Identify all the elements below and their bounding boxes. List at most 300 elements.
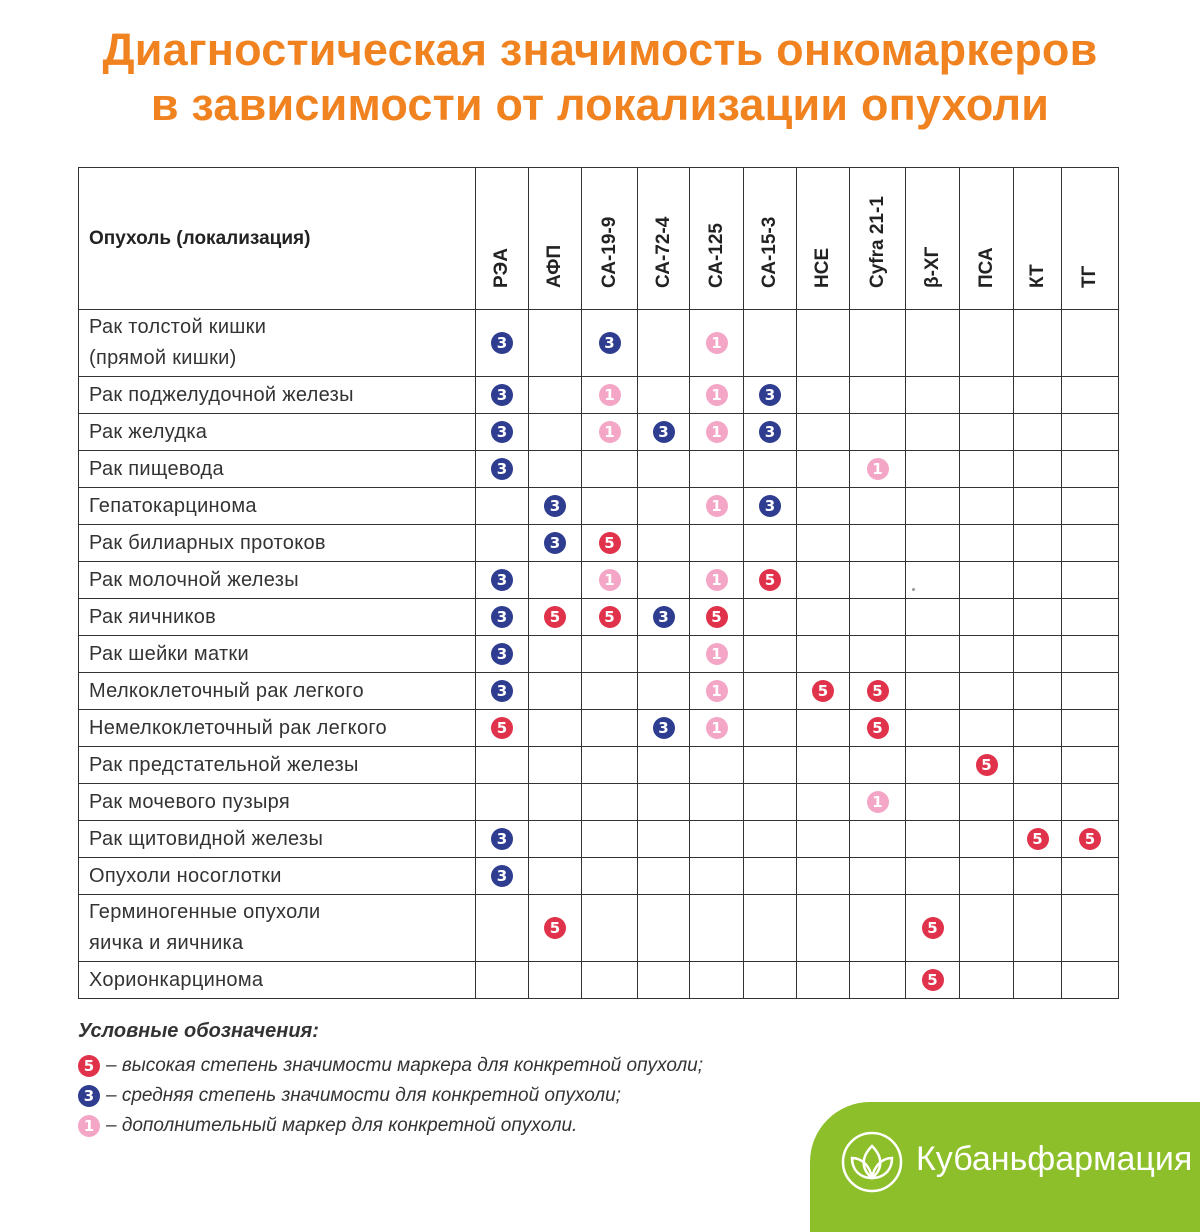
significance-badge: 5: [976, 754, 998, 776]
marker-cell: [906, 451, 960, 488]
marker-cell: [582, 747, 638, 784]
marker-cell: [744, 310, 797, 377]
marker-cell: [690, 310, 744, 377]
significance-badge: 3: [491, 421, 513, 443]
marker-cell: [638, 747, 690, 784]
table-row: [79, 451, 1119, 488]
marker-cell: [960, 895, 1014, 962]
marker-cell: [529, 858, 582, 895]
marker-cell: [744, 821, 797, 858]
significance-badge: 5: [1027, 828, 1049, 850]
marker-cell: [744, 673, 797, 710]
marker-cell: [582, 562, 638, 599]
marker-cell: [690, 747, 744, 784]
marker-cell: [582, 636, 638, 673]
tumor-name: [79, 310, 476, 377]
table-row: [79, 962, 1119, 999]
significance-badge: 5: [599, 606, 621, 628]
header-marker: [529, 168, 582, 310]
marker-cell: [582, 599, 638, 636]
marker-cell: [638, 599, 690, 636]
significance-badge: 5: [706, 606, 728, 628]
marker-cell: [690, 858, 744, 895]
marker-cell: [1014, 414, 1062, 451]
marker-cell: [690, 562, 744, 599]
marker-cell: [1014, 451, 1062, 488]
table-row: [79, 377, 1119, 414]
tumor-name: [79, 488, 476, 525]
brand-name: Кубаньфармация: [916, 1140, 1193, 1178]
marker-cell: [1014, 962, 1062, 999]
marker-cell: [906, 377, 960, 414]
marker-cell: [850, 747, 906, 784]
legend-item: [78, 1111, 703, 1141]
marker-cell: [850, 710, 906, 747]
marker-cell: [1062, 821, 1119, 858]
marker-cell: [1014, 710, 1062, 747]
legend-text: – дополнительный маркер для конкретной опухоли.: [106, 1115, 578, 1136]
marker-cell: [638, 710, 690, 747]
marker-cell: [797, 673, 850, 710]
marker-cell: [960, 673, 1014, 710]
marker-cell: [744, 488, 797, 525]
marker-cell: [529, 562, 582, 599]
marker-cell: [690, 451, 744, 488]
header-marker-label: Cyfra 21-1: [866, 196, 888, 288]
marker-cell: [1014, 784, 1062, 821]
marker-cell: [797, 784, 850, 821]
marker-cell: [690, 488, 744, 525]
marker-cell: [797, 636, 850, 673]
brand-badge: [810, 1102, 1200, 1232]
marker-cell: [1062, 784, 1119, 821]
marker-cell: [850, 599, 906, 636]
marker-cell: [960, 377, 1014, 414]
marker-cell: [960, 747, 1014, 784]
table-row: [79, 858, 1119, 895]
significance-badge: 1: [706, 495, 728, 517]
table-row: [79, 710, 1119, 747]
marker-cell: [850, 310, 906, 377]
significance-badge: 3: [491, 606, 513, 628]
marker-cell: [529, 673, 582, 710]
marker-cell: [582, 962, 638, 999]
marker-cell: [797, 747, 850, 784]
marker-cell: [744, 414, 797, 451]
marker-cell: [850, 895, 906, 962]
tumor-name-line: (прямой кишки): [89, 347, 237, 369]
marker-cell: [476, 784, 529, 821]
marker-cell: [1062, 747, 1119, 784]
marker-cell: [582, 451, 638, 488]
marker-cell: [638, 962, 690, 999]
marker-cell: [1014, 858, 1062, 895]
significance-badge: 1: [706, 680, 728, 702]
marker-cell: [476, 747, 529, 784]
tumor-name-line: Рак поджелудочной железы: [89, 383, 354, 406]
significance-badge: 5: [812, 680, 834, 702]
tumor-name-line: Рак предстательной железы: [89, 753, 359, 776]
marker-cell: [476, 858, 529, 895]
tumor-name-line: Рак шейки матки: [89, 642, 249, 665]
marker-cell: [744, 636, 797, 673]
header-marker: [690, 168, 744, 310]
significance-badge: 3: [653, 606, 675, 628]
marker-cell: [1062, 414, 1119, 451]
legend-text: – средняя степень значимости для конкретной опухоли;: [106, 1085, 621, 1106]
marker-cell: [797, 414, 850, 451]
marker-cell: [906, 673, 960, 710]
marker-cell: [850, 562, 906, 599]
marker-cell: [638, 488, 690, 525]
table-row: [79, 562, 1119, 599]
tumor-name-line: Рак желудка: [89, 420, 208, 443]
marker-cell: [1014, 821, 1062, 858]
marker-cell: [797, 895, 850, 962]
marker-cell: [529, 414, 582, 451]
marker-cell: [906, 895, 960, 962]
significance-badge: 3: [491, 865, 513, 887]
significance-badge: 5: [922, 969, 944, 991]
marker-cell: [906, 310, 960, 377]
header-marker: [906, 168, 960, 310]
marker-cell: [850, 673, 906, 710]
header-marker-label: СА-19-9: [598, 216, 620, 288]
significance-badge: 5: [1079, 828, 1101, 850]
marker-cell: [690, 784, 744, 821]
marker-cell: [582, 310, 638, 377]
table-row: [79, 821, 1119, 858]
marker-cell: [960, 636, 1014, 673]
legend: [78, 1020, 703, 1141]
marker-cell: [582, 784, 638, 821]
marker-cell: [960, 488, 1014, 525]
header-marker: [850, 168, 906, 310]
marker-cell: [476, 821, 529, 858]
marker-cell: [744, 747, 797, 784]
significance-badge: 3: [759, 421, 781, 443]
table-row: [79, 747, 1119, 784]
marker-cell: [529, 710, 582, 747]
tumor-name: [79, 747, 476, 784]
marker-cell: [960, 414, 1014, 451]
significance-badge: 3: [491, 332, 513, 354]
legend-badge: 3: [78, 1085, 100, 1107]
legend-text: – высокая степень значимости маркера для конкретной опухоли;: [106, 1055, 704, 1076]
marker-cell: [476, 562, 529, 599]
marker-cell: [690, 599, 744, 636]
marker-cell: [744, 962, 797, 999]
marker-cell: [638, 414, 690, 451]
marker-cell: [476, 310, 529, 377]
marker-cell: [638, 377, 690, 414]
marker-cell: [690, 710, 744, 747]
marker-cell: [797, 821, 850, 858]
marker-cell: [906, 962, 960, 999]
tumor-name: [79, 821, 476, 858]
marker-cell: [476, 710, 529, 747]
tumor-name: [79, 562, 476, 599]
marker-cell: [582, 895, 638, 962]
legend-item: [78, 1051, 703, 1081]
marker-cell: [1062, 562, 1119, 599]
marker-cell: [1062, 962, 1119, 999]
tumor-name: [79, 962, 476, 999]
marker-cell: [582, 821, 638, 858]
marker-cell: [1062, 858, 1119, 895]
marker-cell: [797, 310, 850, 377]
marker-cell: [476, 599, 529, 636]
marker-cell: [850, 784, 906, 821]
marker-cell: [906, 710, 960, 747]
marker-cell: [960, 821, 1014, 858]
marker-cell: [638, 858, 690, 895]
marker-cell: [476, 895, 529, 962]
significance-badge: 1: [706, 332, 728, 354]
marker-cell: [1062, 488, 1119, 525]
significance-badge: 3: [653, 717, 675, 739]
legend-badge: 1: [78, 1115, 100, 1137]
marker-cell: [1014, 562, 1062, 599]
tumor-name: [79, 673, 476, 710]
header-marker-label: ПСА: [975, 247, 997, 288]
marker-cell: [1014, 747, 1062, 784]
table-row: [79, 636, 1119, 673]
marker-cell: [690, 377, 744, 414]
tumor-name-line: Рак мочевого пузыря: [89, 790, 290, 813]
significance-badge: 5: [491, 717, 513, 739]
marker-cell: [529, 377, 582, 414]
marker-cell: [744, 710, 797, 747]
marker-cell: [476, 525, 529, 562]
marker-cell: [744, 525, 797, 562]
marker-cell: [638, 821, 690, 858]
tumor-name-line: Гепатокарцинома: [89, 494, 257, 517]
marker-cell: [638, 784, 690, 821]
marker-cell: [582, 377, 638, 414]
marker-cell: [582, 525, 638, 562]
marker-cell: [638, 451, 690, 488]
marker-cell: [906, 821, 960, 858]
header-marker-label: β-ХГ: [921, 246, 943, 288]
tumor-name-line: Герминогенные опухоли: [89, 901, 321, 923]
marker-cell: [638, 310, 690, 377]
header-marker: [744, 168, 797, 310]
significance-badge: 5: [759, 569, 781, 591]
tumor-name-line: яичка и яичника: [89, 932, 244, 954]
marker-cell: [906, 599, 960, 636]
significance-badge: 5: [544, 917, 566, 939]
significance-badge: 1: [599, 569, 621, 591]
marker-cell: [638, 636, 690, 673]
marker-cell: [960, 310, 1014, 377]
table-row: [79, 784, 1119, 821]
tumor-name-line: Рак билиарных протоков: [89, 531, 326, 554]
marker-cell: [529, 784, 582, 821]
header-marker-label: КТ: [1026, 264, 1048, 288]
significance-badge: 1: [867, 458, 889, 480]
marker-cell: [1014, 377, 1062, 414]
marker-cell: [476, 377, 529, 414]
page-title-line2: в зависимости от локализации опухоли: [150, 79, 1050, 130]
marker-cell: [690, 636, 744, 673]
marker-cell: [797, 562, 850, 599]
marker-cell: [1014, 895, 1062, 962]
header-marker: [1062, 168, 1119, 310]
marker-cell: [850, 377, 906, 414]
marker-cell: [850, 636, 906, 673]
table-row: [79, 310, 1119, 377]
header-marker-label: СА-15-3: [759, 216, 780, 288]
marker-cell: [906, 747, 960, 784]
marker-cell: [638, 525, 690, 562]
significance-badge: 1: [867, 791, 889, 813]
marker-cell: [850, 821, 906, 858]
marker-cell: [476, 451, 529, 488]
marker-cell: [582, 858, 638, 895]
marker-cell: [476, 673, 529, 710]
marker-cell: [850, 488, 906, 525]
marker-cell: [960, 962, 1014, 999]
marker-cell: [850, 525, 906, 562]
marker-cell: [906, 858, 960, 895]
legend-item: [78, 1081, 703, 1111]
header-marker-label: СА-125: [705, 223, 727, 288]
marker-cell: [960, 599, 1014, 636]
header-marker-label: СА-72-4: [652, 216, 674, 288]
tumor-name: [79, 784, 476, 821]
marker-cell: [638, 673, 690, 710]
significance-badge: 3: [491, 828, 513, 850]
significance-badge: 1: [599, 384, 621, 406]
significance-badge: 3: [491, 680, 513, 702]
significance-badge: 1: [706, 717, 728, 739]
marker-cell: [690, 962, 744, 999]
header-marker: [582, 168, 638, 310]
marker-cell: [960, 784, 1014, 821]
tumor-name-line: Рак яичников: [89, 605, 217, 628]
header-marker: [476, 168, 529, 310]
header-marker: [638, 168, 690, 310]
header-marker-label: АФП: [544, 244, 565, 288]
table-row: [79, 414, 1119, 451]
significance-badge: 5: [867, 717, 889, 739]
marker-cell: [690, 821, 744, 858]
tumor-name: [79, 525, 476, 562]
marker-cell: [476, 962, 529, 999]
tumor-name-line: Хорионкарцинома: [89, 968, 264, 991]
marker-cell: [1062, 673, 1119, 710]
tumor-name: [79, 636, 476, 673]
marker-cell: [1062, 895, 1119, 962]
significance-badge: 1: [706, 421, 728, 443]
marker-cell: [476, 488, 529, 525]
significance-badge: 3: [544, 495, 566, 517]
marker-cell: [690, 673, 744, 710]
marker-cell: [529, 895, 582, 962]
marker-cell: [960, 525, 1014, 562]
significance-badge: 3: [759, 384, 781, 406]
tumor-name: [79, 414, 476, 451]
tumor-name-line: Опухоли носоглотки: [89, 864, 282, 887]
marker-cell: [1062, 599, 1119, 636]
significance-badge: 3: [759, 495, 781, 517]
marker-cell: [582, 488, 638, 525]
header-marker: [960, 168, 1014, 310]
marker-cell: [690, 414, 744, 451]
marker-cell: [476, 636, 529, 673]
tumor-name: [79, 599, 476, 636]
marker-cell: [476, 414, 529, 451]
marker-cell: [906, 784, 960, 821]
marker-cell: [744, 451, 797, 488]
marker-cell: [690, 525, 744, 562]
marker-cell: [797, 525, 850, 562]
marker-cell: [1062, 377, 1119, 414]
tumor-name-line: Рак щитовидной железы: [89, 827, 324, 850]
tumor-name: [79, 377, 476, 414]
tumor-name-line: Рак толстой кишки: [89, 316, 267, 338]
tumor-name-line: Мелкоклеточный рак легкого: [89, 679, 364, 702]
marker-cell: [744, 599, 797, 636]
marker-cell: [1062, 310, 1119, 377]
marker-cell: [529, 636, 582, 673]
marker-cell: [529, 525, 582, 562]
marker-cell: [744, 377, 797, 414]
tumor-name: [79, 858, 476, 895]
marker-cell: [960, 451, 1014, 488]
marker-cell: [850, 414, 906, 451]
significance-badge: 5: [922, 917, 944, 939]
table-row: [79, 488, 1119, 525]
table-row: [79, 895, 1119, 962]
significance-badge: 3: [544, 532, 566, 554]
marker-cell: [1062, 636, 1119, 673]
marker-cell: [582, 710, 638, 747]
significance-badge: 1: [706, 569, 728, 591]
marker-cell: [529, 488, 582, 525]
significance-badge: 3: [491, 384, 513, 406]
marker-cell: [850, 451, 906, 488]
marker-cell: [906, 562, 960, 599]
marker-cell: [529, 451, 582, 488]
table-row: [79, 525, 1119, 562]
significance-badge: 3: [653, 421, 675, 443]
marker-cell: [906, 636, 960, 673]
marker-cell: [906, 525, 960, 562]
marker-cell: [529, 821, 582, 858]
marker-cell: [529, 747, 582, 784]
significance-badge: 1: [706, 384, 728, 406]
page-title-line1: Диагностическая значимость онкомаркеров: [102, 24, 1098, 75]
tumor-name: [79, 451, 476, 488]
marker-cell: [1014, 310, 1062, 377]
tumor-name: [79, 895, 476, 962]
brand-leaf-logo-icon: [840, 1130, 904, 1194]
marker-cell: [906, 414, 960, 451]
table-row: [79, 599, 1119, 636]
significance-badge: 5: [599, 532, 621, 554]
marker-cell: [638, 895, 690, 962]
marker-cell: [1062, 525, 1119, 562]
marker-cell: [797, 451, 850, 488]
marker-cell: [960, 562, 1014, 599]
marker-cell: [960, 710, 1014, 747]
marker-cell: [797, 599, 850, 636]
marker-cell: [1014, 488, 1062, 525]
marker-cell: [1014, 673, 1062, 710]
header-marker-label: РЭА: [491, 248, 512, 288]
